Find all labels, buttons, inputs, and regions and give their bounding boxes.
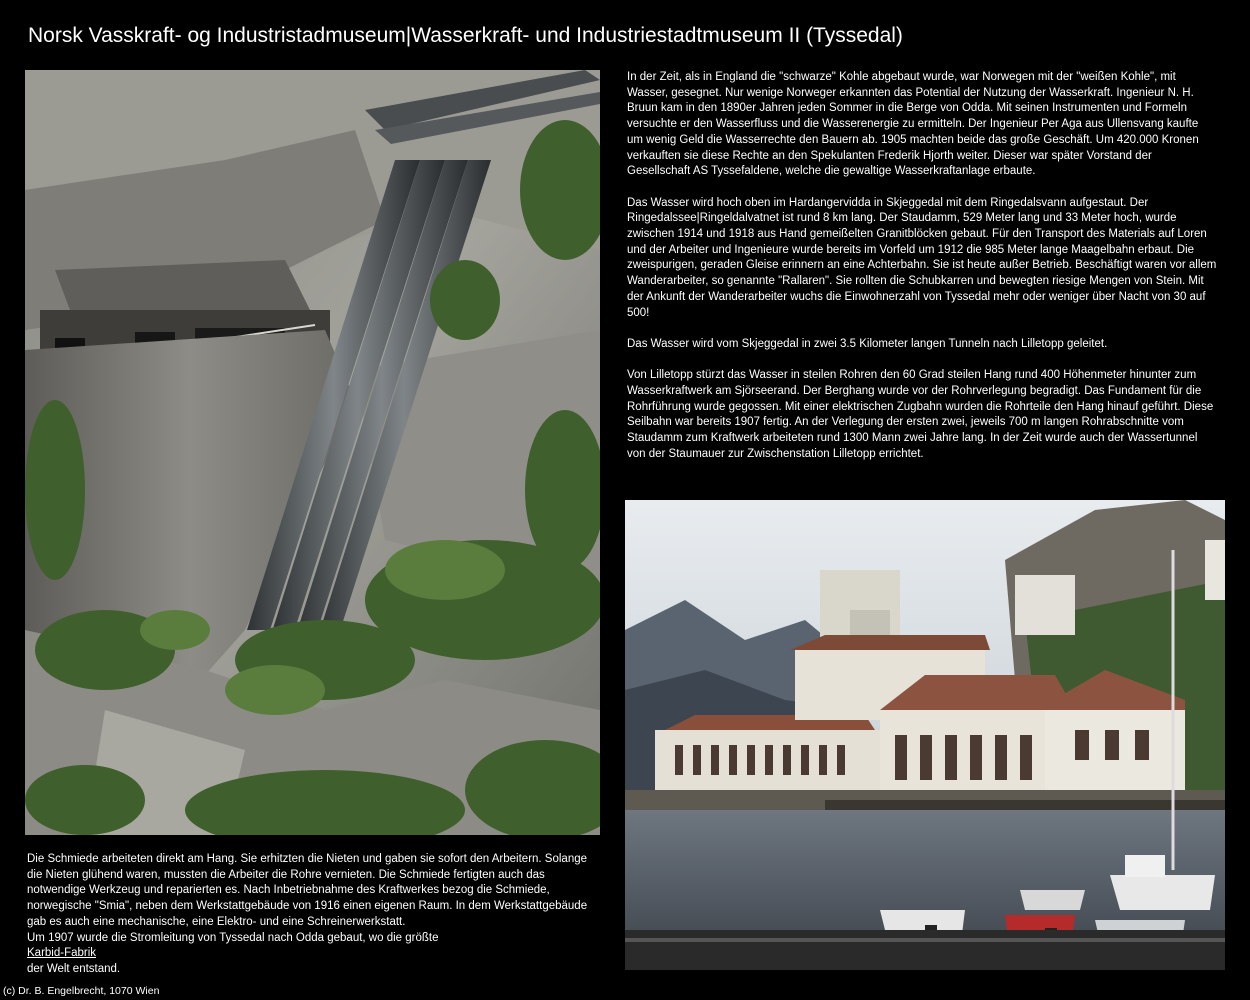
paragraph-dam: Das Wasser wird hoch oben im Hardangervidda in Skjeggedal mit dem Ringedalsvann aufgestaut. Der Ringedalssee|Ringeldalvatnet ist rund 8 km lang. Der Staudamm, 529 Meter lang und 33 Meter hoch, wurde zwischen 1914 und 1918 aus Hand gemeißelten Granitblöcken gebaut. Für den Transport des Materials auf Loren und der Arbeiter und Ingenieure wurde bereits im Vorfeld um 1912 die 985 Meter lange Maagelbahn erbaut. Die zweispurigen, geraden Gleise erinnern an eine Achterbahn. Sie ist heute außer Betrieb. Beschäftigt waren vor allem Wanderarbeiter, so genannte "Rallaren". Sie rollten die Schubkarren und bewegten riesige Mengen von Stein. Mit der Ankunft der Wanderarbeiter wuchs die Einwohnerzahl von Tyssedal mehr oder weniger über Nacht von 30 auf 500! bbox=[627, 196, 1217, 319]
page-title: Norsk Vasskraft- og Industristadmuseum|Wasserkraft- und Industriestadtmuseum II (Tyssedal) bbox=[28, 24, 903, 47]
paragraph-pipes: Von Lilletopp stürzt das Wasser in steilen Rohren den 60 Grad steilen Hang rund 400 Höhenmeter hinunter zum Wasserkraftwerk am Sjörseerand. Der Berghang wurde vor der Rohrverlegung begradigt. Das Fundament für die Rohrführung wurde gegossen. Mit einer elektrischen Zugbahn wurden die Rohrteile den Hang hinauf geführt. Diese Seilbahn war bereits 1907 fertig. An der Verlegung der ersten zwei, jeweils 700 m langen Rohrabschnitte vom Staudamm zum Kraftwerk arbeiteten rund 1300 Mann zwei Jahre lang. In der Zeit wurde auch der Wassertunnel von der Staumauer zur Zwischenstation Lilletopp errichtet. bbox=[627, 369, 1214, 460]
copyright-notice: (c) Dr. B. Engelbrecht, 1070 Wien bbox=[3, 985, 160, 997]
paragraph-world: der Welt entstand. bbox=[27, 962, 121, 975]
photo-power-station bbox=[625, 500, 1225, 970]
karbid-fabrik-link[interactable]: Karbid-Fabrik bbox=[27, 947, 97, 960]
paragraph-history: In der Zeit, als in England die "schwarze" Kohle abgebaut wurde, war Norwegen mit der "weißen Kohle", mit Wasser, gesegnet. Nur wenige Norweger erkannten das Potential der Nutzung der Wasserkraft. Ingenieur N. H. Bruun kam in den 1890er Jahren jeden Sommer in die Berge von Odda. Mit seinen Instrumenten und Formeln versuchte er den Wasserfluss und die Wasserenergie zu ermitteln. Der Ingenieur Per Aga aus Ullensvang kaufte um wenig Geld die Wasserrechte den Bauern ab. 1905 machten beide das große Geschäft. Um 420.000 Kronen verkauften sie diese Rechte an den Spekulanten Frederik Hjorth weiter. Dieser war später Vorstand der Gesellschaft AS Tyssefaldene, welche die gewaltige Wasserkraftanlage erbaute. bbox=[627, 71, 1199, 178]
right-description bbox=[627, 70, 1217, 478]
penstock-illustration bbox=[25, 70, 600, 835]
paragraph-tunnels: Das Wasser wird vom Skjeggedal in zwei 3.5 Kilometer langen Tunneln nach Lilletopp geleitet. bbox=[627, 337, 1108, 350]
paragraph-powerline: Um 1907 wurde die Stromleitung von Tyssedal nach Odda gebaut, wo die größte bbox=[27, 931, 439, 944]
photo-penstock-pipes bbox=[25, 70, 600, 835]
paragraph-smithy: Die Schmiede arbeiteten direkt am Hang. Sie erhitzten die Nieten und gaben sie sofort den Arbeitern. Solange die Nieten glühend waren, mussten die Arbeiter die Rohre vernieten. Die Schmiede fertigten auch das notwendige Werkzeug und reparierten es. Nach Inbetriebnahme des Kraftwerkes bezog die Schmiede, norwegische "Smia", neben dem Werkstattgebäude von 1916 einen eigenen Raum. In dem Werkstattgebäude gab es auch eine mechanische, eine Elektro- und eine Schreinerwerkstatt. bbox=[27, 853, 588, 928]
power-station-illustration bbox=[625, 500, 1225, 970]
left-description bbox=[27, 852, 597, 978]
